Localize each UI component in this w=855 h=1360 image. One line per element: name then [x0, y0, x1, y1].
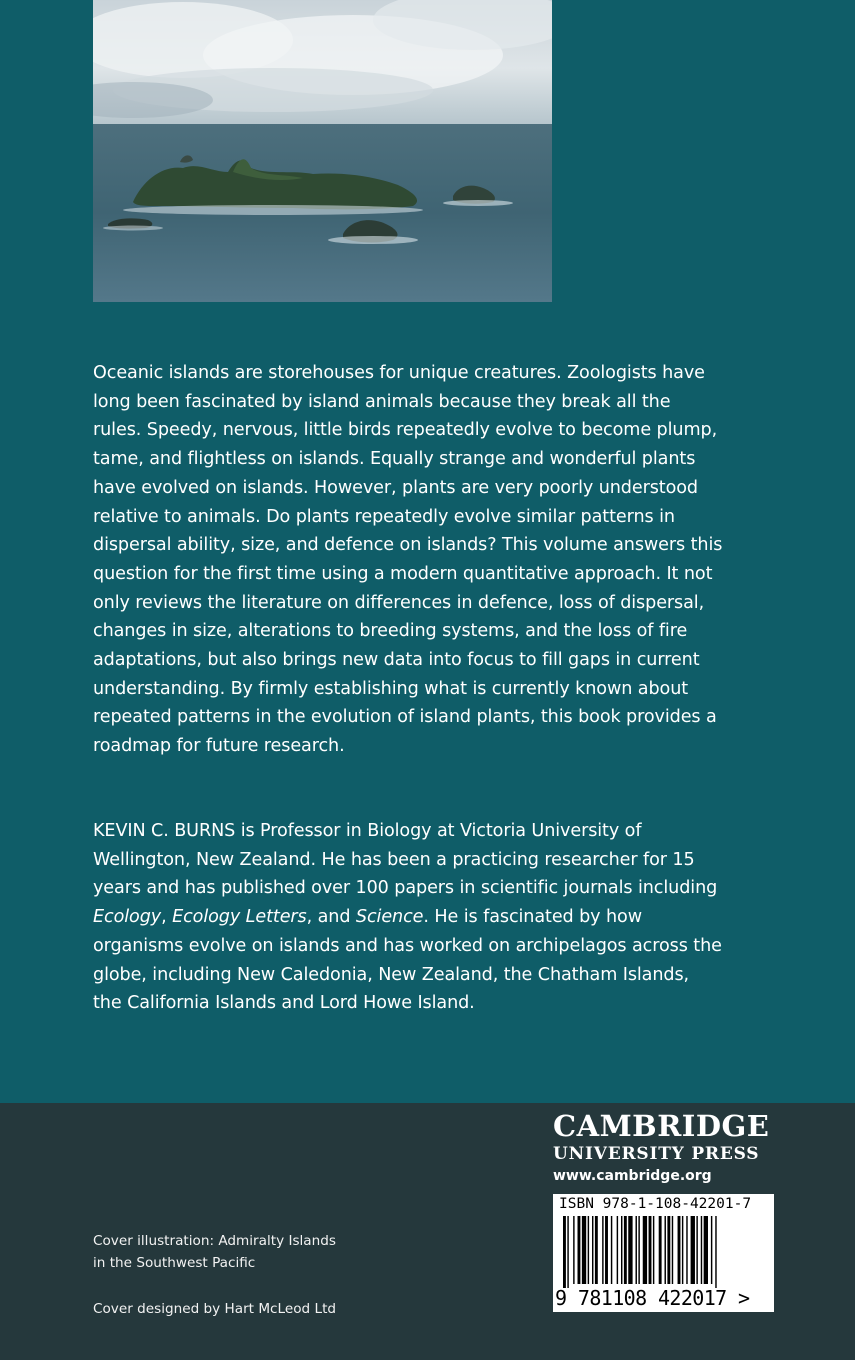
barcode-bar	[567, 1216, 568, 1288]
barcode-bar	[605, 1216, 608, 1284]
journal-science: Science	[355, 907, 424, 928]
barcode-bar	[678, 1216, 681, 1284]
barcode-bars	[563, 1216, 763, 1288]
barcode-bar	[711, 1216, 712, 1284]
publisher-name: CAMBRIDGE	[553, 1109, 770, 1143]
barcode-bar	[636, 1216, 637, 1284]
journal-ecology: Ecology	[93, 907, 162, 928]
barcode-bar	[682, 1216, 683, 1284]
barcode-bar	[667, 1216, 670, 1284]
barcode-bar	[686, 1216, 687, 1284]
barcode-bar	[602, 1216, 603, 1284]
barcode-bar	[696, 1216, 697, 1284]
barcode-bar	[643, 1216, 647, 1284]
barcode-bar	[704, 1216, 708, 1284]
barcode-bar	[588, 1216, 589, 1284]
bio-sep-2: , and	[306, 907, 356, 928]
isbn-label: ISBN 978-1-108-42201-7	[559, 1196, 752, 1212]
barcode-bar	[659, 1216, 662, 1284]
barcode-bar	[649, 1216, 652, 1284]
cover-designer-credit: Cover designed by Hart McLeod Ltd	[93, 1301, 337, 1317]
bio-text-2: . He is fascinated by how organisms evolve on islands and has worked on archipelagos across the globe, including New Caledonia, New Zealand, the Chatham Islands, the California Islands and Lord Howe Island.	[93, 907, 722, 1014]
barcode-bar	[653, 1216, 654, 1284]
barcode-bar	[628, 1216, 632, 1284]
isbn-barcode	[553, 1194, 774, 1312]
bio-sep-1: ,	[161, 907, 173, 928]
barcode-bar	[592, 1216, 593, 1284]
barcode-bar	[691, 1216, 695, 1284]
barcode-bar	[563, 1216, 566, 1288]
cover-illustration-credit	[93, 1230, 336, 1274]
barcode-bar	[621, 1216, 622, 1284]
publisher-logo	[553, 1108, 783, 1186]
book-blurb: Oceanic islands are storehouses for unique creatures. Zoologists have long been fascinated by island animals because they break all the rules. Speedy, nervous, little birds repeatedly evolve to become plump, tame, and flightless on islands. Equally strange and wonderful plants have evolved on islands. However, plants are very poorly understood relative to animals. Do plants repeatedly evolve similar patterns in dispersal ability, size, and defence on islands? This volume answers this question for the first time using a modern quantitative approach. It not only reviews the literature on differences in defence, loss of dispersal, changes in size, alterations to breeding systems, and the loss of fire adaptations, but also brings new data into focus to fill gaps in current understanding. By firmly establishing what is currently known about repeated patterns in the evolution of island plants, this book provides a roadmap for future research.	[93, 363, 723, 757]
journal-ecology-letters: Ecology Letters	[172, 907, 307, 928]
illustration-credit-line-2: in the Southwest Pacific	[93, 1255, 256, 1271]
barcode-bar	[624, 1216, 627, 1284]
barcode-bar	[573, 1216, 574, 1284]
barcode-bar	[701, 1216, 702, 1284]
cover-photo	[93, 0, 552, 302]
publisher-subtitle: UNIVERSITY PRESS	[553, 1144, 760, 1164]
barcode-digits: 9 781108 422017 >	[555, 1286, 750, 1310]
bio-text-1: KEVIN C. BURNS is Professor in Biology at Victoria University of Wellington, New Zealand. He has been a practicing researcher for 15 years and has published over 100 papers in scientific journals including	[93, 821, 718, 899]
barcode-bar	[611, 1216, 612, 1284]
barcode-bar	[638, 1216, 639, 1284]
barcode-bar	[578, 1216, 581, 1284]
barcode-bar	[595, 1216, 598, 1284]
barcode-bar	[617, 1216, 618, 1284]
barcode-bar	[665, 1216, 666, 1284]
barcode-bar	[582, 1216, 586, 1284]
barcode-bar	[672, 1216, 673, 1284]
author-bio	[93, 817, 723, 1018]
illustration-credit-line-1: Cover illustration: Admiralty Islands	[93, 1233, 336, 1249]
publisher-url: www.cambridge.org	[553, 1168, 712, 1184]
barcode-bar	[715, 1216, 716, 1288]
